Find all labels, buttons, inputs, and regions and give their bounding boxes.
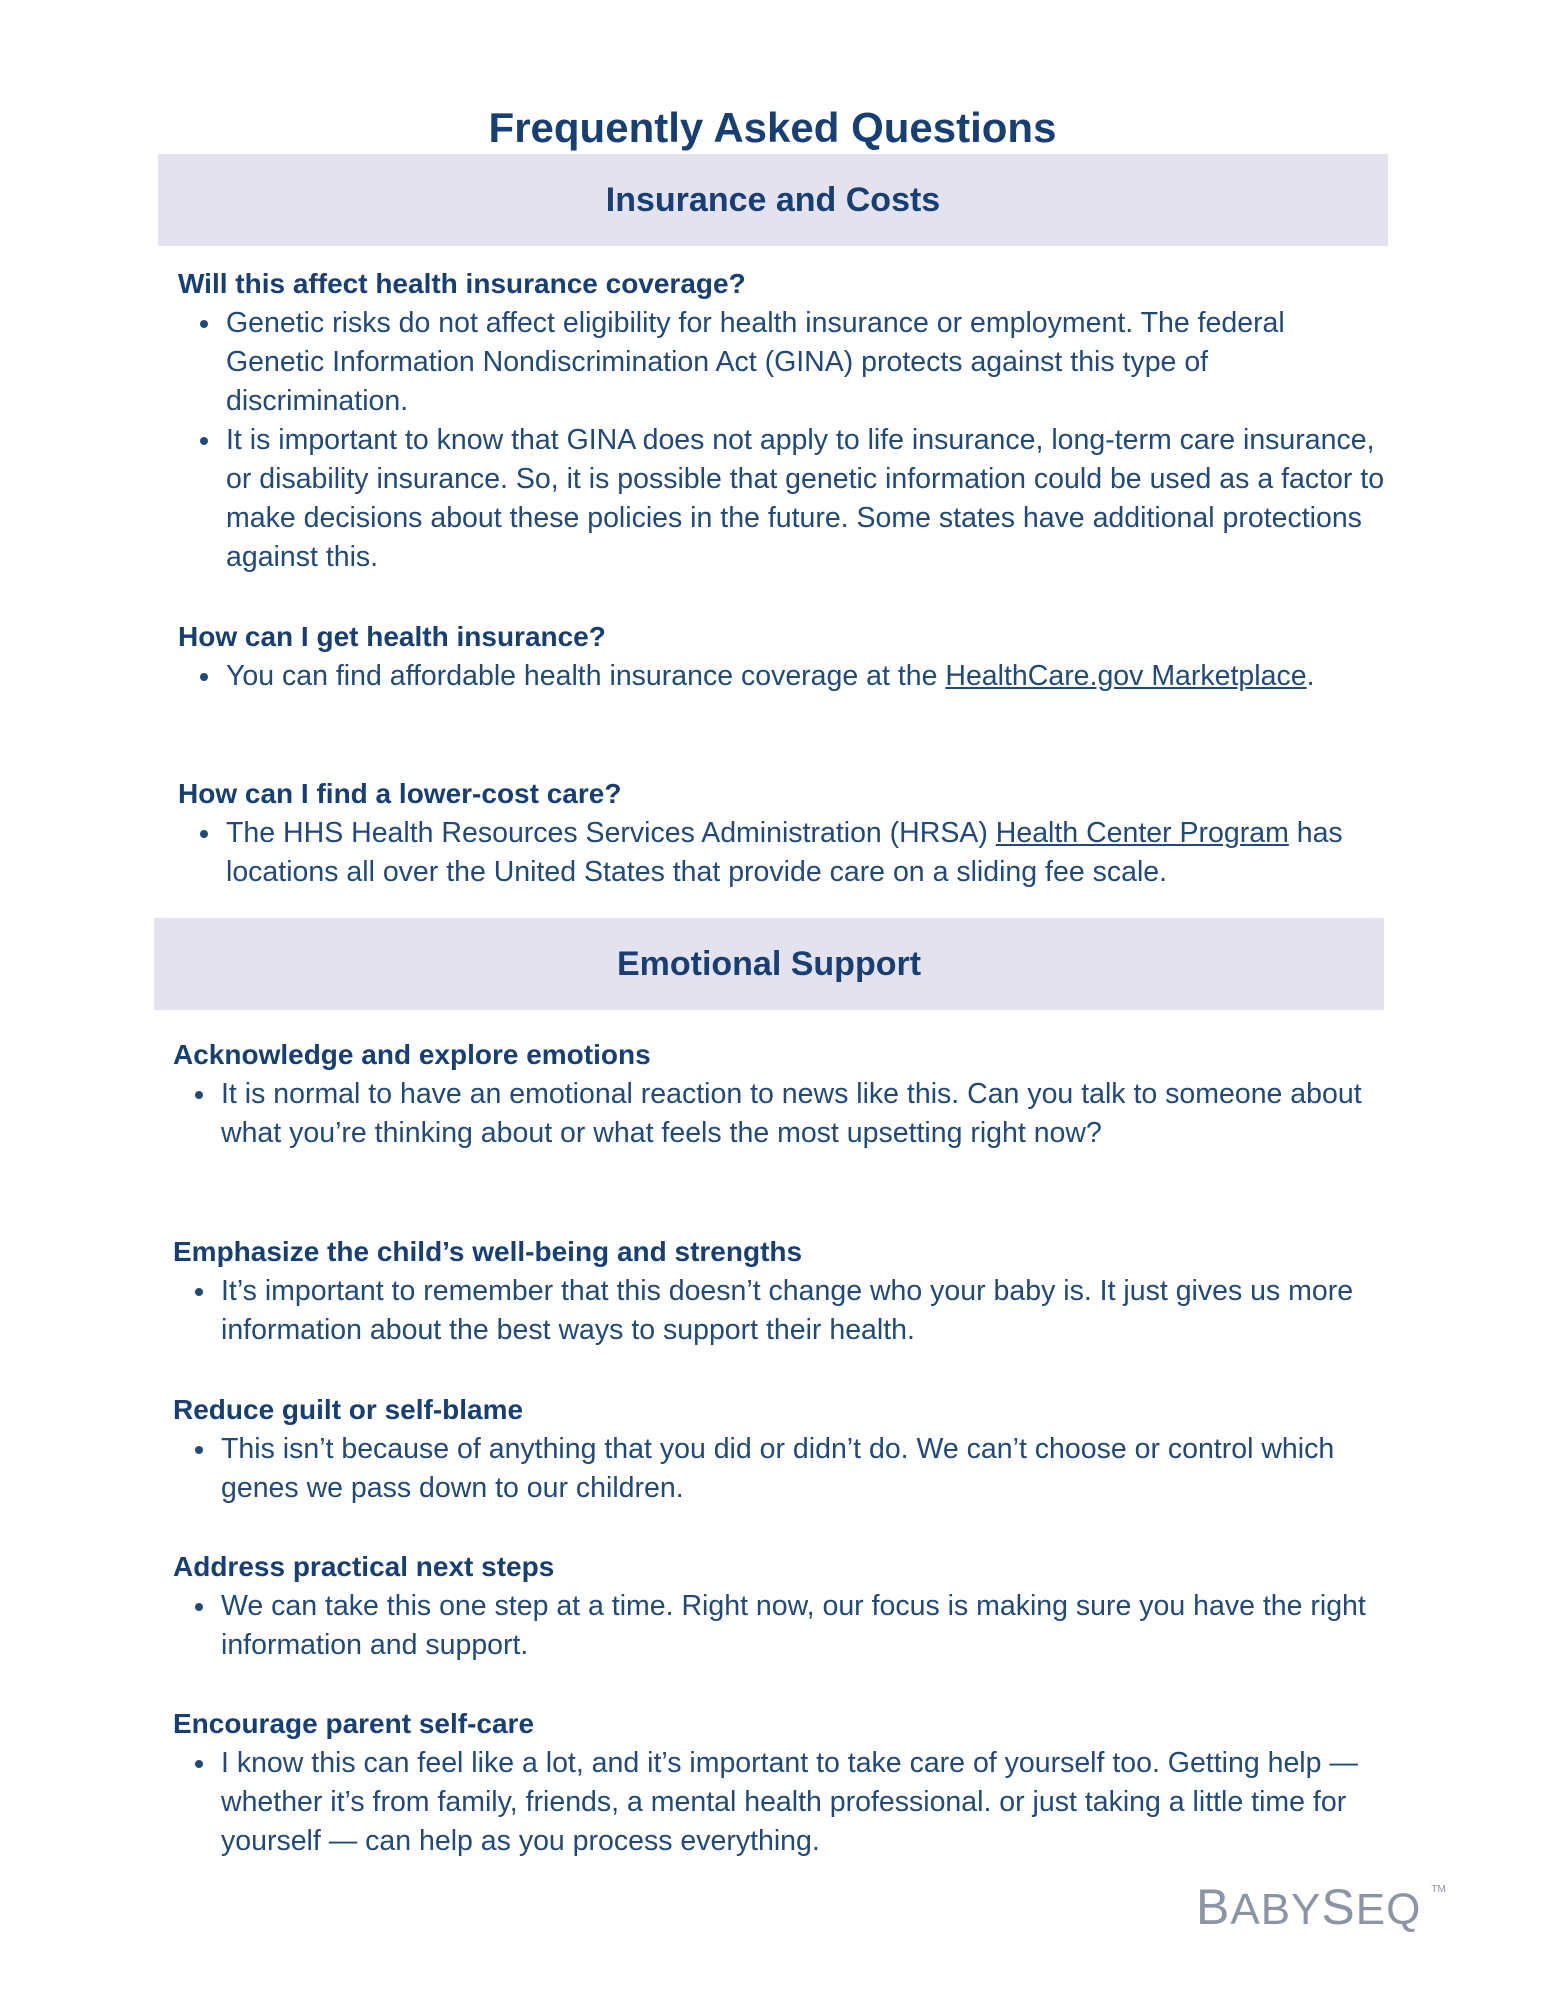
faq-answer-bullet: I know this can feel like a lot, and it’s important to take care of yourself too. Getting help — whether it’s from family, friends, a mental health professional. or just taking a little time for yourself — can help as you process everything.: [221, 1744, 1388, 1861]
page-title: Frequently Asked Questions: [488, 104, 1057, 151]
answer-text: .: [1306, 660, 1315, 692]
trademark: TM: [1431, 1883, 1446, 1895]
faq-answer-bullet: It is normal to have an emotional reaction to news like this. Can you talk to someone about what you’re thinking about or what feels the most upsetting right now?: [221, 1075, 1388, 1153]
faq-question: Encourage parent self-care: [173, 1708, 535, 1739]
faq-question: Emphasize the child’s well-being and strengths: [173, 1236, 803, 1267]
healthcare-gov-link[interactable]: HealthCare.gov Marketplace: [945, 660, 1307, 692]
health-center-program-link[interactable]: Health Center Program: [995, 817, 1289, 849]
faq-answer-bullet: [226, 657, 1388, 696]
logo-letters: EQ: [1355, 1885, 1422, 1934]
faq-question: Acknowledge and explore emotions: [173, 1039, 651, 1070]
faq-item-next-steps: [173, 1547, 1388, 1665]
babyseq-logo: [1186, 1878, 1446, 1936]
logo-letter: S: [1321, 1879, 1356, 1935]
faq-answer-list: [178, 814, 1388, 892]
faq-answer-bullet: [226, 814, 1388, 892]
faq-answer-bullet: We can take this one step at a time. Right now, our focus is making sure you have the right information and support.: [221, 1587, 1388, 1665]
faq-answer-list: [173, 1587, 1388, 1665]
faq-answer-list: [178, 657, 1388, 696]
logo-wordmark: [1196, 1878, 1421, 1936]
section-header-insurance: [158, 154, 1388, 246]
faq-answer-bullet: It is important to know that GINA does not apply to life insurance, long-term care insurance, or disability insurance. So, it is possible that genetic information could be used as a factor to make decisions about these policies in the future. Some states have additional protections against this.: [226, 421, 1388, 577]
faq-item-self-care: [173, 1704, 1388, 1861]
faq-question: Reduce guilt or self-blame: [173, 1394, 524, 1425]
faq-item-insurance-coverage: [178, 264, 1388, 577]
faq-question: Address practical next steps: [173, 1551, 555, 1582]
faq-answer-list: [173, 1430, 1388, 1508]
faq-answer-list: [173, 1272, 1388, 1350]
faq-question: How can I get health insurance?: [178, 621, 606, 652]
faq-item-reduce-guilt: [173, 1390, 1388, 1508]
faq-item-acknowledge-emotions: [173, 1035, 1388, 1153]
section-title-insurance: Insurance and Costs: [605, 180, 941, 219]
section-header-emotional: [154, 918, 1384, 1010]
section-title-emotional: Emotional Support: [616, 944, 922, 983]
faq-answer-list: [173, 1744, 1388, 1861]
faq-question: How can I find a lower-cost care?: [178, 778, 622, 809]
logo-letters: ABY: [1230, 1885, 1322, 1934]
faq-answer-list: [178, 304, 1388, 577]
faq-answer-bullet: It’s important to remember that this doesn’t change who your baby is. It just gives us more information about the best ways to support their health.: [221, 1272, 1388, 1350]
faq-answer-bullet: Genetic risks do not affect eligibility for health insurance or employment. The federal Genetic Information Nondiscrimination Act (GINA) protects against this type of discrimination.: [226, 304, 1388, 421]
faq-answer-bullet: This isn’t because of anything that you did or didn’t do. We can’t choose or control which genes we pass down to our children.: [221, 1430, 1388, 1508]
answer-text: has locations all over the United States that provide care on a sliding fee scale.: [226, 817, 1343, 888]
answer-text: The HHS Health Resources Services Administration (HRSA): [226, 817, 996, 849]
faq-item-child-wellbeing: [173, 1232, 1388, 1350]
answer-text: You can find affordable health insurance coverage at the: [226, 660, 946, 692]
logo-letter: B: [1196, 1879, 1231, 1935]
faq-item-lower-cost-care: [178, 774, 1388, 892]
faq-question: Will this affect health insurance coverage?: [178, 268, 746, 299]
faq-answer-list: [173, 1075, 1388, 1153]
faq-item-get-insurance: [178, 617, 1388, 696]
